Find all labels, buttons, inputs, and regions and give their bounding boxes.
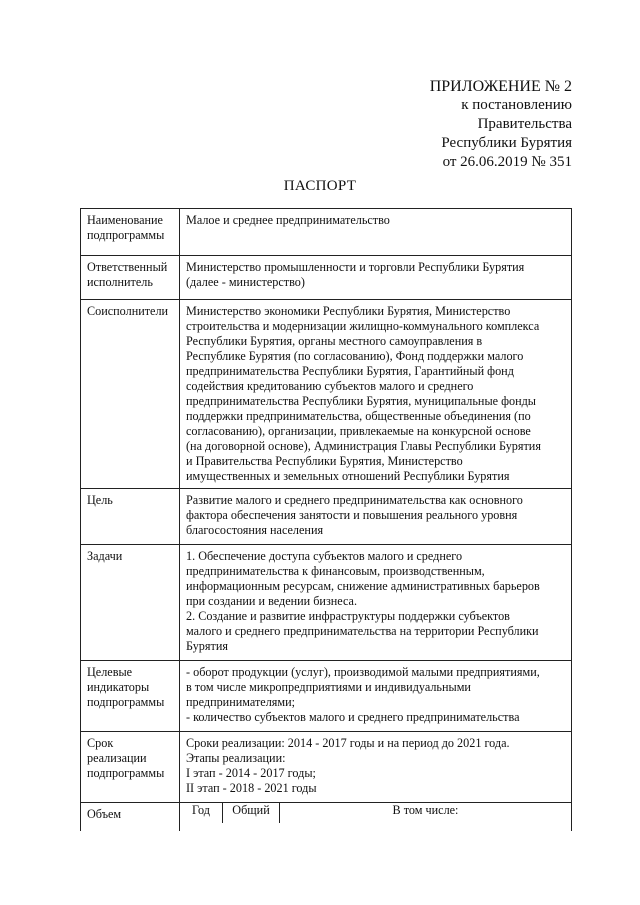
table-row [81,300,572,489]
table-row [81,545,572,661]
volume-subtable [180,803,571,823]
content-line: Министерство промышленности и торговли Республики Бурятия [186,260,525,274]
table-row [81,209,572,256]
table-row [81,489,572,545]
row-label-executor [81,256,180,300]
row-label-term [81,732,180,803]
label-line: подпрограммы [87,695,165,709]
row-label-co-executors [81,300,180,489]
content-line: поддержки предпринимательства, общественные объединения (по [186,409,531,423]
row-content-name [180,209,572,256]
content-line: Республике Бурятия (по согласованию), Фонд поддержки малого [186,349,524,363]
content-line: предпринимательства Республики Бурятия, Гарантийный фонд [186,364,514,378]
label-line: Цель [87,493,113,507]
content-line: 2. Создание и развитие инфраструктуры поддержки субъектов [186,609,510,623]
passport-table [80,208,572,831]
appendix-title: ПРИЛОЖЕНИЕ № 2 [429,78,572,95]
volume-subtable-cell [180,803,572,832]
appendix-header [430,77,572,172]
label-line: Целевые [87,665,133,679]
content-line: Министерство экономики Республики Бурятия, Министерство [186,304,511,318]
row-content-indicators [180,661,572,732]
content-line: фактора обеспечения занятости и повышения реального уровня [186,508,518,522]
content-line: - оборот продукции (услуг), производимой малыми предприятиями, [186,665,540,679]
col-header-year: Год [192,803,210,817]
table-row [81,661,572,732]
content-line: в том числе микропредприятиями и индивидуальными [186,680,471,694]
appendix-line-republic: Республики Бурятия [441,135,572,151]
content-line: предпринимательства к финансовым, производственным, [186,564,485,578]
label-line: исполнитель [87,275,153,289]
label-line: подпрограммы [87,766,165,780]
content-line: благосостояния населения [186,523,324,537]
table-row [81,256,572,300]
document-title: ПАСПОРТ [283,178,357,194]
row-content-executor [180,256,572,300]
label-line: Наименование [87,213,163,227]
appendix-line-government: Правительства [477,116,572,132]
row-content-goal [180,489,572,545]
row-label-indicators [81,661,180,732]
content-line: согласованию), организации, привлекаемые на конкурсной основе [186,424,531,438]
content-line: Бурятия [186,639,228,653]
content-line: содействия кредитованию субъектов малого и среднего [186,379,474,393]
row-label-tasks [81,545,180,661]
row-content-co-executors [180,300,572,489]
content-line: (на договорной основе), Администрация Главы Республики Бурятия [186,439,541,453]
appendix-line-resolution: к постановлению [461,97,572,113]
table-row-volume [81,803,572,832]
label-line: Задачи [87,549,123,563]
content-line: Сроки реализации: 2014 - 2017 годы и на период до 2021 года. [186,736,510,750]
content-line: I этап - 2014 - 2017 годы; [186,766,316,780]
content-line: - количество субъектов малого и среднего предпринимательства [186,710,520,724]
content-line: (далее - министерство) [186,275,305,289]
content-line: предпринимательства Республики Бурятия, муниципальные фонды [186,394,536,408]
row-label-volume: Объем [81,803,180,832]
content-line: имущественных и земельных отношений Республики Бурятия [186,469,510,483]
content-line: Республики Бурятия, органы местного самоуправления в [186,334,483,348]
label-line: Соисполнители [87,304,169,318]
content-line: Этапы реализации: [186,751,286,765]
content-line: Малое и среднее предпринимательство [186,213,390,227]
label-line: Ответственный [87,260,168,274]
content-line: предпринимателями; [186,695,296,709]
content-line: информационным ресурсам, снижение административных барьеров [186,579,540,593]
row-content-term [180,732,572,803]
content-line: строительства и модернизации жилищно-коммунального комплекса [186,319,540,333]
row-label-name [81,209,180,256]
label-line: подпрограммы [87,228,165,242]
content-line: при создании и ведении бизнеса. [186,594,358,608]
label-line: индикаторы [87,680,150,694]
content-line: 1. Обеспечение доступа субъектов малого и среднего [186,549,463,563]
content-line: Развитие малого и среднего предпринимательства как основного [186,493,523,507]
content-line: II этап - 2018 - 2021 годы [186,781,317,795]
col-header-including: В том числе: [280,803,572,823]
content-line: малого и среднего предпринимательства на территории Республики [186,624,539,638]
table-row [81,732,572,803]
content-line: и Правительства Республики Бурятия, Министерство [186,454,463,468]
col-header-total: Общий [223,803,280,823]
row-label-goal [81,489,180,545]
label-line: Срок реализации [87,736,147,765]
row-content-tasks [180,545,572,661]
appendix-line-date-number: от 26.06.2019 № 351 [442,154,572,170]
